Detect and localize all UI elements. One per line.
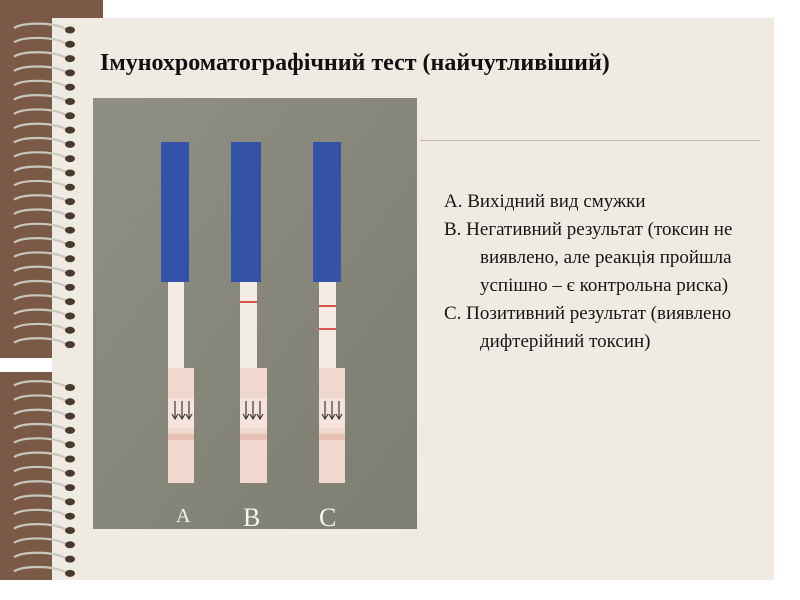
legend-item-a: А. Вихідний вид смужки [444,191,646,212]
test-line-c [319,328,336,330]
legend-item-b: В. Негативний результат (токсин не виявлено, але реакція пройшла успішно – є контрольна риска) [444,219,733,296]
test-strips-illustration [93,98,417,529]
slide-title: Імунохроматографічний тест (найчутливіший) [100,50,610,76]
strip-label-c: C [319,503,337,529]
divider-line [420,140,760,141]
control-line-c [319,305,336,307]
spiral-binding-icon [0,0,90,600]
test-strips-photo [93,98,417,529]
control-line-b [240,301,257,303]
strip-label-b: B [243,503,261,529]
legend [444,188,774,356]
strip-label-a: A [176,505,191,527]
legend-item-c: С. Позитивний результат (виявлено дифтерійний токсин) [444,303,732,352]
